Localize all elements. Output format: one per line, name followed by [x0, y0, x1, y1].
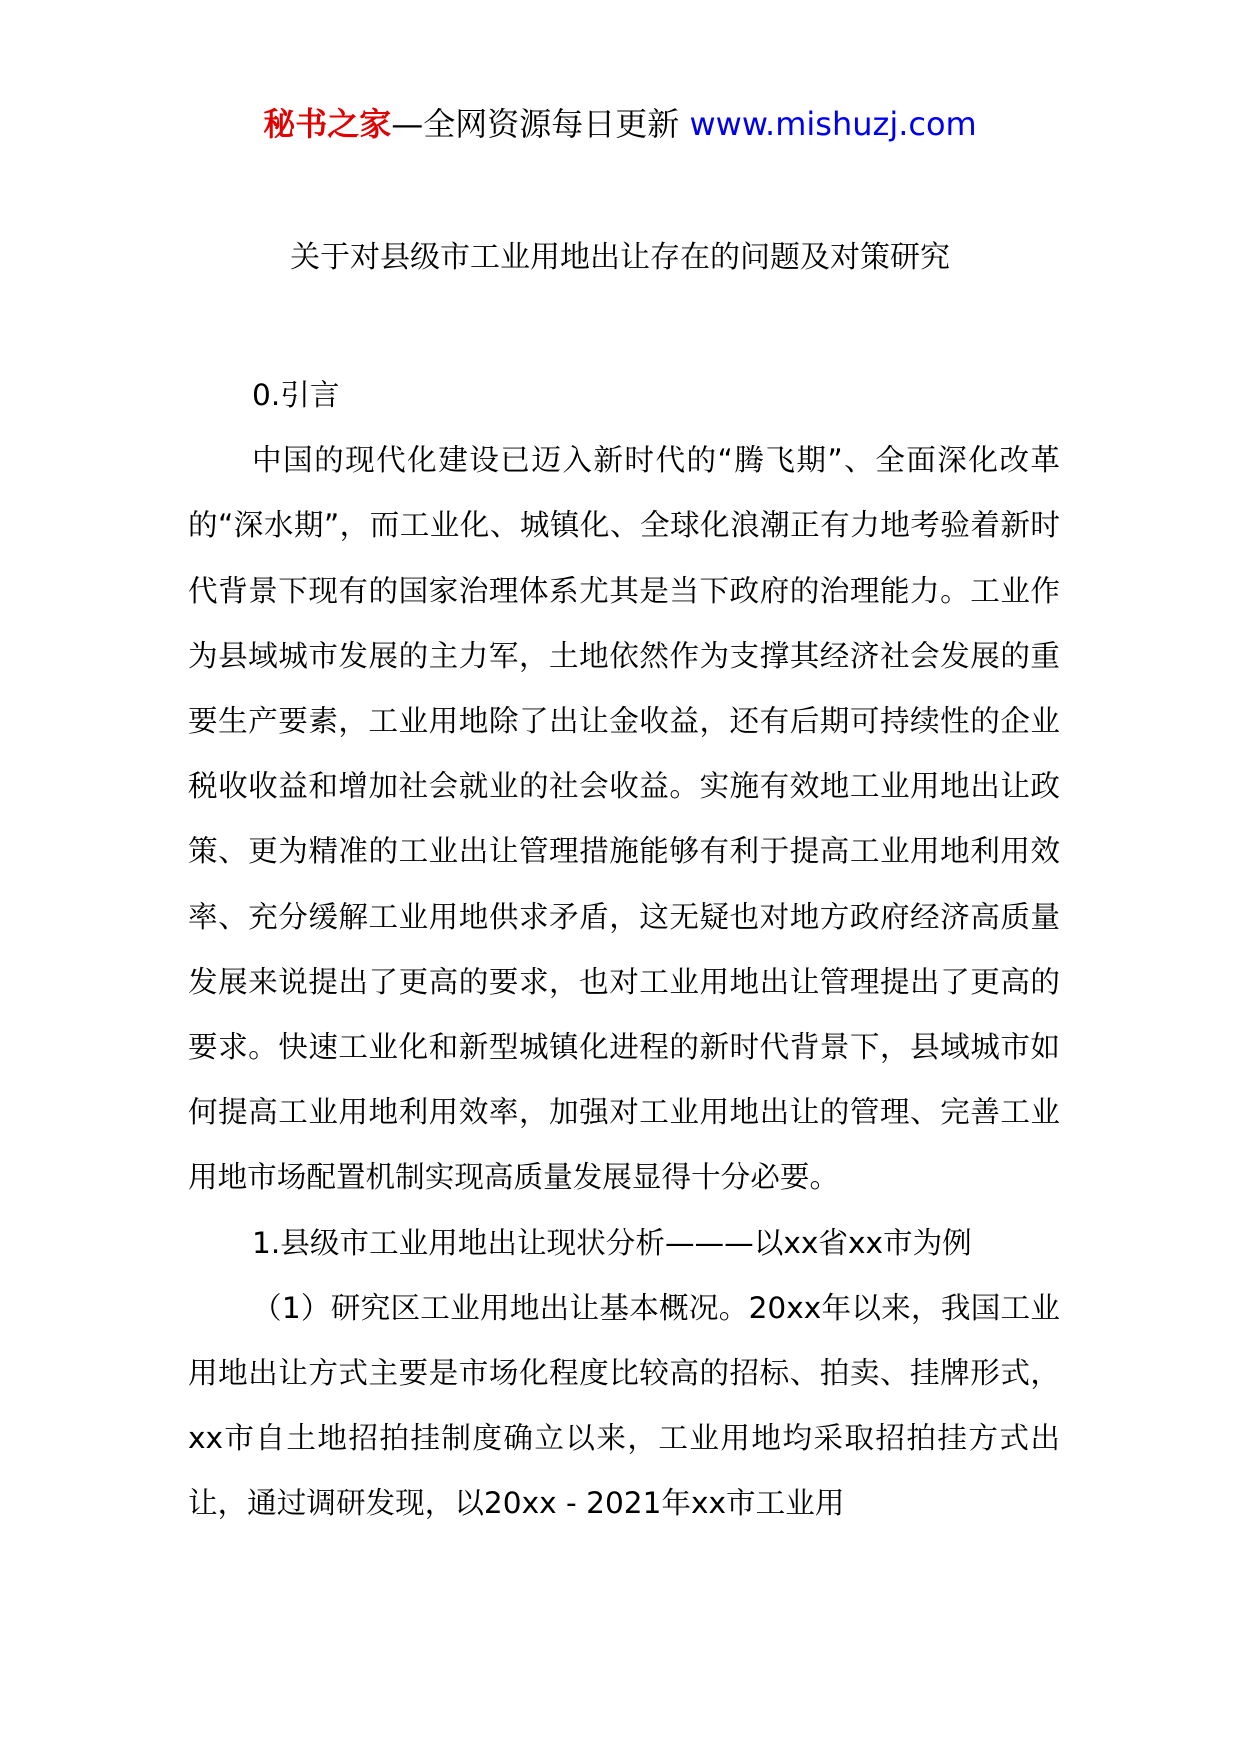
section-heading-1: 1.县级市工业用地出让现状分析———以xx省xx市为例 — [252, 1225, 972, 1260]
paragraph: （1）研究区工业用地出让基本概况。20xx年以来，我国工业用地出让方式主要是市场化程度比较高的招标、拍卖、挂牌形式，xx市自土地招拍挂制度确立以来，工业用地均采取招拍挂方式出让，通过调研发现，以20xx - 2021年xx市工业用 — [188, 1290, 1060, 1521]
site-url-link[interactable]: www.mishuzj.com — [689, 105, 977, 143]
site-brand: 秘书之家 — [263, 105, 392, 143]
document-body — [188, 363, 1060, 1537]
section-heading-intro: 0.引言 — [252, 378, 340, 412]
paragraph: 中国的现代化建设已迈入新时代的“腾飞期”、全面深化改革的“深水期”，而工业化、城镇化、全球化浪潮正有力地考验着新时代背景下现有的国家治理体系尤其是当下政府的治理能力。工业作为县域城市发展的主力军，土地依然作为支撑其经济社会发展的重要生产要素，工业用地除了出让金收益，还有后期可持续性的企业税收收益和增加社会就业的社会收益。实施有效地工业用地出让政策、更为精准的工业出让管理措施能够有利于提高工业用地利用效率、充分缓解工业用地供求矛盾，这无疑也对地方政府经济高质量发展来说提出了更高的要求，也对工业用地出让管理提出了更高的要求。快速工业化和新型城镇化进程的新时代背景下，县域城市如何提高工业用地利用效率，加强对工业用地出让的管理、完善工业用地市场配置机制实现高质量发展显得十分必要。 — [188, 443, 1060, 1195]
document-title: 关于对县级市工业用地出让存在的问题及对策研究 — [290, 240, 950, 275]
site-slogan: —全网资源每日更新 — [391, 105, 690, 143]
site-header — [0, 100, 1240, 148]
